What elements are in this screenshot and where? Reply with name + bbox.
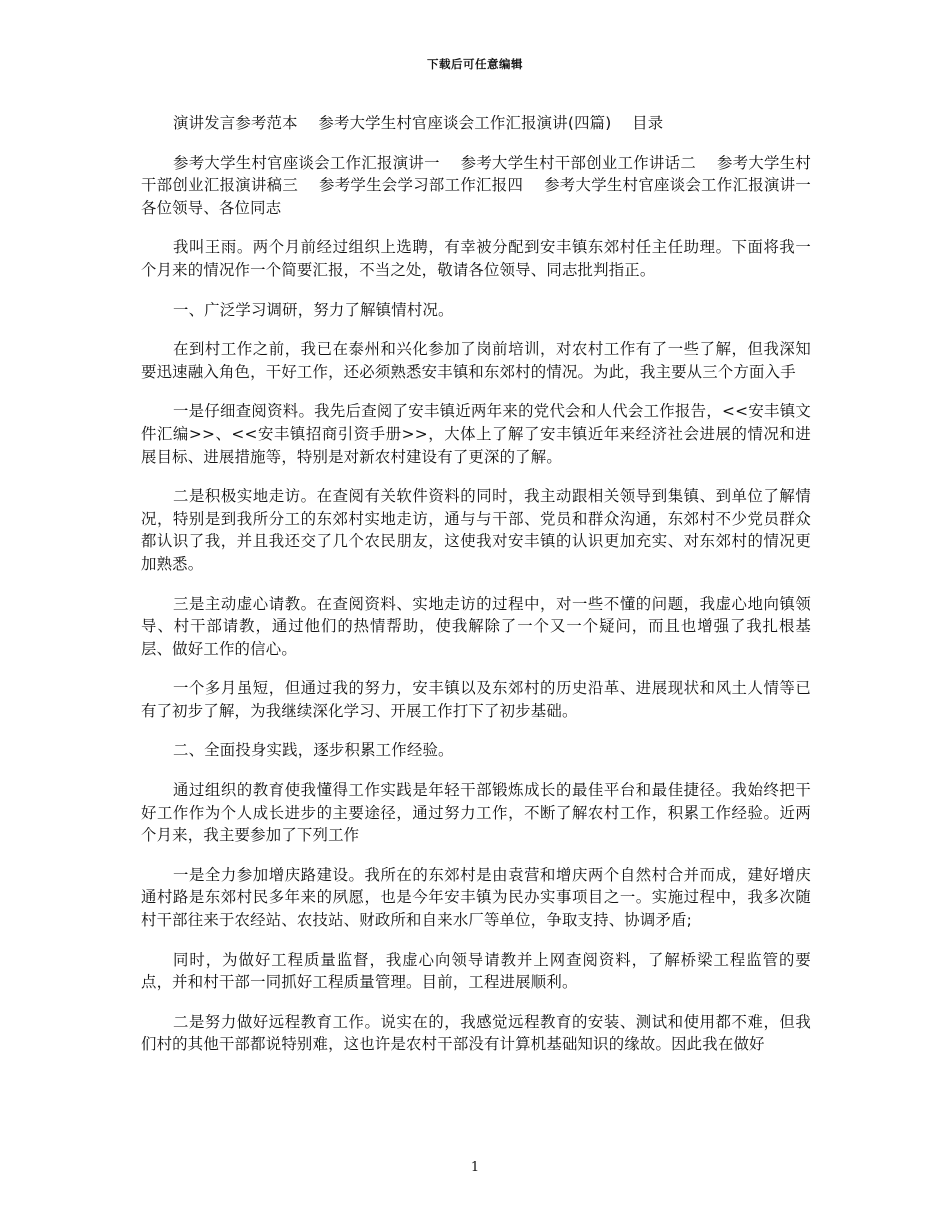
section-heading: 二、全面投身实践，逐步积累工作经验。 bbox=[173, 741, 454, 760]
body-paragraph: 同时，为做好工程质量监督，我虚心向领导请教并上网查阅资料，了解桥梁工程监管的要点，并和村干部一同抓好工程质量管理。目前，工程进展顺利。 bbox=[141, 950, 811, 992]
page-number: 1 bbox=[470, 1160, 480, 1175]
body-paragraph: 二是积极实地走访。在查阅有关软件资料的同时，我主动跟相关领导到集镇、到单位了解情况，特别是到我所分工的东郊村实地走访，通与与干部、党员和群众沟通，东郊村不少党员群众都认识了我，并且我还交了几个农民朋友，这使我对安丰镇的认识更加充实、对东郊村的情况更加熟悉。 bbox=[141, 487, 811, 573]
section-heading: 一、广泛学习调研，努力了解镇情村况。 bbox=[173, 300, 454, 319]
body-paragraph: 三是主动虚心请教。在查阅资料、实地走访的过程中，对一些不懂的问题，我虚心地向镇领导、村干部请教，通过他们的热情帮助，使我解除了一个又一个疑问，而且也增强了我扎根基层、做好工作的信心。 bbox=[141, 594, 811, 658]
doc-title-line: 演讲发言参考范本 参考大学生村官座谈会工作汇报演讲(四篇) 目录 bbox=[173, 114, 664, 132]
body-paragraph: 一是仔细查阅资料。我先后查阅了安丰镇近两年来的党代会和人代会工作报告，<<安丰镇文件汇编>>、<<安丰镇招商引资手册>>，大体上了解了安丰镇近年来经济社会进展的情况和进展目标、进展措施等，特别是对新农村建设有了更深的了解。 bbox=[141, 402, 811, 466]
page-header-note: 下载后可任意编辑 bbox=[427, 57, 523, 71]
body-paragraph: 通过组织的教育使我懂得工作实践是年轻干部锻炼成长的最佳平台和最佳捷径。我始终把干好工作作为个人成长进步的主要途径，通过努力工作，不断了解农村工作，积累工作经验。近两个月来，我主要参加了下列工作 bbox=[141, 781, 811, 845]
body-paragraph: 一是全力参加增庆路建设。我所在的东郊村是由袁营和增庆两个自然村合并而成，建好增庆通村路是东郊村民多年来的夙愿，也是今年安丰镇为民办实事项目之一。实施过程中，我多次随村干部往来于农经站、农技站、财政所和自来水厂等单位，争取支持、协调矛盾; bbox=[141, 865, 811, 930]
body-paragraph: 在到村工作之前，我已在泰州和兴化参加了岗前培训，对农村工作有了一些了解，但我深知要迅速融入角色，干好工作，还必须熟悉安丰镇和东郊村的情况。为此，我主要从三个方面入手 bbox=[141, 340, 811, 381]
table-of-contents: 参考大学生村官座谈会工作汇报演讲一 参考大学生村干部创业工作讲话二 参考大学生村干部创业汇报演讲稿三 参考学生会学习部工作汇报四 参考大学生村官座谈会工作汇报演讲一 各位领导、各位同志 bbox=[141, 153, 827, 217]
document-body bbox=[141, 112, 827, 1073]
body-paragraph: 二是努力做好远程教育工作。说实在的，我感觉远程教育的安装、测试和使用都不难，但我们村的其他干部都说特别难，这也许是农村干部没有计算机基础知识的缘故。因此我在做好 bbox=[141, 1012, 811, 1054]
body-paragraph: 一个多月虽短，但通过我的努力，安丰镇以及东郊村的历史沿革、进展现状和风土人情等已有了初步了解，为我继续深化学习、开展工作打下了初步基础。 bbox=[141, 679, 811, 720]
body-paragraph: 我叫王雨。两个月前经过组织上选聘，有幸被分配到安丰镇东郊村任主任助理。下面将我一个月来的情况作一个简要汇报，不当之处，敬请各位领导、同志批判指正。 bbox=[141, 238, 811, 279]
